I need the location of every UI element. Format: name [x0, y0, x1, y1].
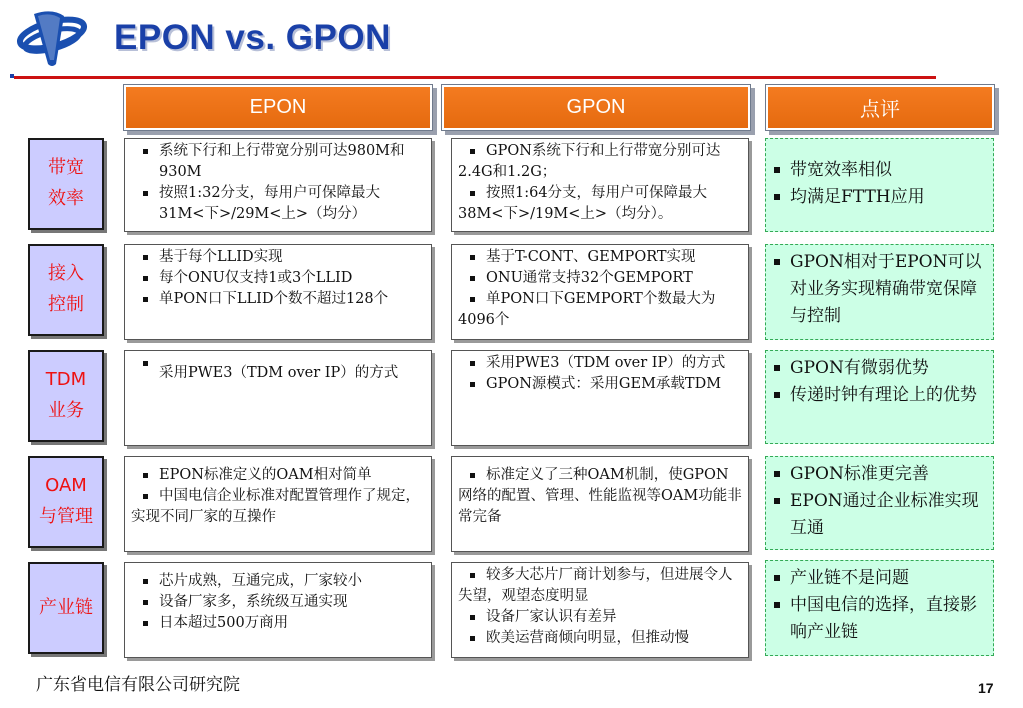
list-item: 采用PWE3（TDM over IP）的方式 — [458, 353, 742, 374]
comment-tdm-cell — [765, 350, 994, 444]
gpon-column-header: GPON — [442, 85, 750, 130]
epon-bandwidth-cell — [124, 138, 432, 232]
comment-bandwidth-cell — [765, 138, 994, 232]
row-label-line: 产业链 — [39, 596, 93, 618]
epon-column-header: EPON — [124, 85, 432, 130]
row-label-oam — [28, 456, 104, 548]
comment-oam-cell — [765, 456, 994, 550]
list-item: 欧美运营商倾向明显，但推动慢 — [458, 628, 742, 649]
list-item: 基于每个LLID实现 — [131, 247, 425, 268]
list-item: 基于T-CONT、GEMPORT实现 — [458, 247, 742, 268]
china-telecom-logo — [12, 4, 94, 70]
list-item: 设备厂家多，系统级互通实现 — [131, 592, 425, 613]
comment-access-control-cell — [765, 244, 994, 340]
row-label-line: 带宽 — [48, 157, 84, 179]
row-label-line: 控制 — [48, 294, 84, 315]
comment-item: EPON通过企业标准实现互通 — [772, 488, 987, 542]
list-item: GPON系统下行和上行带宽分别可达2.4G和1.2G； — [458, 141, 742, 183]
comment-item: GPON相对于EPON可以对业务实现精确带宽保障与控制 — [772, 249, 987, 330]
comment-item: GPON标准更完善 — [772, 461, 987, 488]
list-item: 每个ONU仅支持1或3个LLID — [131, 268, 425, 289]
gpon-oam-cell — [451, 456, 749, 552]
gpon-tdm-cell — [451, 350, 749, 446]
row-label-line: 业务 — [47, 400, 84, 421]
epon-tdm-cell — [124, 350, 432, 446]
list-item: 日本超过500万商用 — [131, 613, 425, 634]
title-rule — [14, 76, 936, 79]
row-label-industry-chain — [28, 562, 104, 654]
comment-industry-chain-cell — [765, 560, 994, 656]
row-label-bandwidth — [28, 138, 104, 230]
list-item: 标准定义了三种OAM机制，使GPON网络的配置、管理、性能监视等OAM功能非常完备 — [458, 465, 742, 528]
list-item: 按照1:64分支，每用户可保障最大38M<下>/19M<上>（均分）。 — [458, 183, 742, 225]
list-item: 较多大芯片厂商计划参与，但进展令人失望，观望态度明显 — [458, 565, 742, 607]
list-item: EPON标准定义的OAM相对简单 — [131, 465, 425, 486]
comment-column-header: 点评 — [766, 85, 994, 130]
comment-item: 传递时钟有理论上的优势 — [772, 382, 987, 409]
row-label-access-control — [28, 244, 104, 336]
row-label-line: OAM — [45, 475, 87, 497]
list-item: 芯片成熟，互通完成，厂家较小 — [131, 571, 425, 592]
comment-item: 均满足FTTH应用 — [772, 184, 987, 211]
comment-item: 中国电信的选择，直接影响产业链 — [772, 592, 987, 646]
gpon-bandwidth-cell — [451, 138, 749, 232]
row-label-line: 效率 — [48, 188, 84, 209]
page-title: EPON vs. GPON — [114, 18, 391, 57]
list-item: 设备厂家认识有差异 — [458, 607, 742, 628]
footer-organization: 广东省电信有限公司研究院 — [36, 675, 240, 695]
row-label-line: TDM — [45, 369, 87, 391]
list-item: 系统下行和上行带宽分别可达980M和930M — [131, 141, 425, 183]
list-item: 单PON口下GEMPORT个数最大为4096个 — [458, 289, 742, 331]
comment-item: 产业链不是问题 — [772, 565, 987, 592]
list-item: 按照1:32分支，每用户可保障最大31M<下>/29M<上>（均分） — [131, 183, 425, 225]
epon-industry-chain-cell — [124, 562, 432, 658]
row-label-line: 与管理 — [39, 506, 93, 527]
list-item: 单PON口下LLID个数不超过128个 — [131, 289, 425, 310]
gpon-industry-chain-cell — [451, 562, 749, 658]
page-number: 17 — [978, 680, 994, 696]
list-item: GPON源模式：采用GEM承载TDM — [458, 374, 742, 395]
row-label-tdm — [28, 350, 104, 442]
list-item: ONU通常支持32个GEMPORT — [458, 268, 742, 289]
epon-oam-cell — [124, 456, 432, 552]
epon-access-control-cell — [124, 244, 432, 340]
row-label-line: 接入 — [48, 263, 84, 285]
list-item: 采用PWE3（TDM over IP）的方式 — [131, 353, 425, 384]
comment-item: GPON有微弱优势 — [772, 355, 987, 382]
list-item: 中国电信企业标准对配置管理作了规定，实现不同厂家的互操作 — [131, 486, 425, 528]
gpon-access-control-cell — [451, 244, 749, 340]
comment-item: 带宽效率相似 — [772, 157, 987, 184]
